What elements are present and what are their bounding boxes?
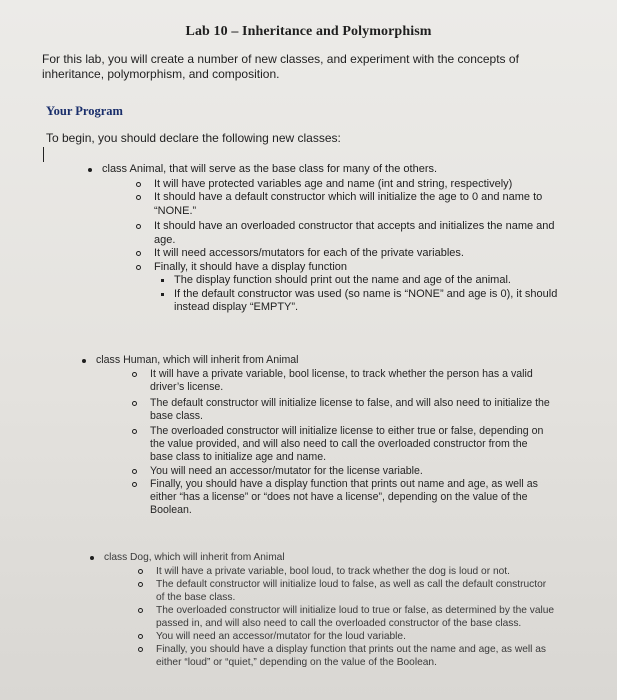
list-item: The overloaded constructor will initialize license to either true or false, depending on the value provided, and will also need to call the overloaded constructor from the base class to initialize age and name. xyxy=(124,425,552,465)
list-item: It will have a private variable, bool license, to track whether the person has a valid driver’s license. xyxy=(124,368,552,394)
list-item: The overloaded constructor will initialize loud to true or false, as determined by the value passed in, and will also need to call the overloaded constructor of the base class. xyxy=(130,604,556,630)
intro-paragraph: For this lab, you will create a number of new classes, and experiment with the concepts of inheritance, polymorphism, and composition. xyxy=(42,52,519,81)
list-item xyxy=(88,163,558,315)
list-item: It will have protected variables age and name (int and string, respectively) xyxy=(128,178,558,192)
list-item xyxy=(90,551,556,669)
dog-section xyxy=(90,551,556,669)
list-item: The display function should print out the name and age of the animal. xyxy=(158,274,558,288)
list-item: It should have an overloaded constructor that accepts and initializes the name and age. xyxy=(128,220,558,247)
text-cursor xyxy=(43,147,44,162)
list-item-label: Finally, it should have a display function xyxy=(154,260,348,273)
human-class-label: class Human, which will inherit from Animal xyxy=(96,354,299,366)
list-item: You will need an accessor/mutator for the license variable. xyxy=(124,465,552,478)
list-item xyxy=(82,354,552,517)
list-item: The default constructor will initialize loud to false, as well as call the default constructor of the base class. xyxy=(130,578,556,604)
human-section xyxy=(82,354,552,517)
list-item: You will need an accessor/mutator for the loud variable. xyxy=(130,630,556,643)
animal-section xyxy=(88,163,558,315)
dog-class-label: class Dog, which will inherit from Animal xyxy=(104,552,285,563)
document-title: Lab 10 – Inheritance and Polymorphism xyxy=(185,24,432,39)
list-item: Finally, you should have a display function that prints out name and age, as well as either “has a license” or “does not have a license”, depending on the value of the Boolean. xyxy=(124,478,552,518)
list-item: It will need accessors/mutators for each of the private variables. xyxy=(128,247,558,261)
begin-paragraph: To begin, you should declare the following new classes: xyxy=(46,131,341,145)
list-item: It should have a default constructor which will initialize the age to 0 and name to “NONE.” xyxy=(128,191,558,218)
list-item: If the default constructor was used (so name is “NONE” and age is 0), it should instead display “EMPTY”. xyxy=(158,288,558,315)
section-title: Your Program xyxy=(46,104,123,118)
list-item xyxy=(128,261,558,315)
list-item: Finally, you should have a display function that prints out the name and age, as well as either “loud” or “quiet,” depending on the value of the Boolean. xyxy=(130,643,556,669)
list-item: The default constructor will initialize license to false, and will also need to initialize the base class. xyxy=(124,397,552,423)
animal-class-label: class Animal, that will serve as the base class for many of the others. xyxy=(102,163,438,175)
list-item: It will have a private variable, bool loud, to track whether the dog is loud or not. xyxy=(130,565,556,578)
